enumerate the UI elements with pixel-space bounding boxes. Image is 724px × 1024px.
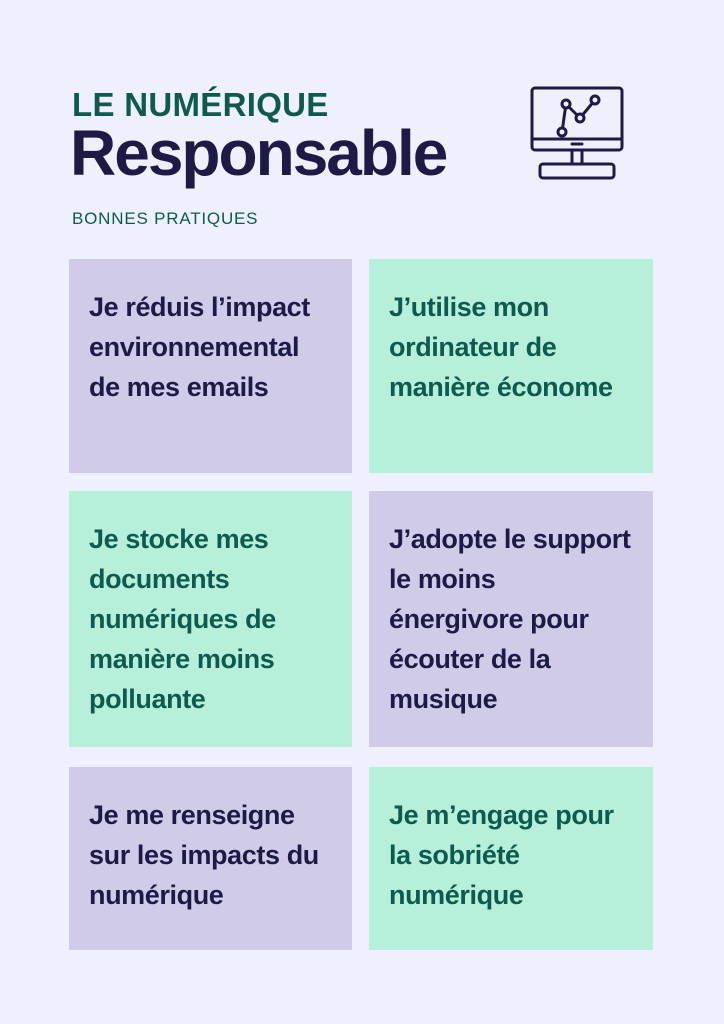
title-top: LE NUMÉRIQUE <box>72 86 329 123</box>
card-ordinateur <box>369 259 653 473</box>
card-stockage <box>69 491 352 747</box>
card-emails-text: Je réduis l’impact environnemental de mes emails <box>89 292 310 402</box>
monitor-chart-icon <box>528 86 626 182</box>
card-sobriete <box>369 767 653 950</box>
card-renseigne <box>69 767 352 950</box>
page-title: Responsable <box>70 117 447 189</box>
card-renseigne-text: Je me renseigne sur les impacts du numérique <box>89 800 319 910</box>
card-musique-text: J’adopte le support le moins énergivore pour écouter de la musique <box>389 524 631 714</box>
card-sobriete-text: Je m’engage pour la sobriété numérique <box>389 800 614 910</box>
card-musique <box>369 491 653 747</box>
card-stockage-text: Je stocke mes documents numériques de manière moins polluante <box>89 524 276 714</box>
subtitle: BONNES PRATIQUES <box>72 209 259 228</box>
card-ordinateur-text: J’utilise mon ordinateur de manière économe <box>389 292 613 402</box>
card-emails <box>69 259 352 473</box>
